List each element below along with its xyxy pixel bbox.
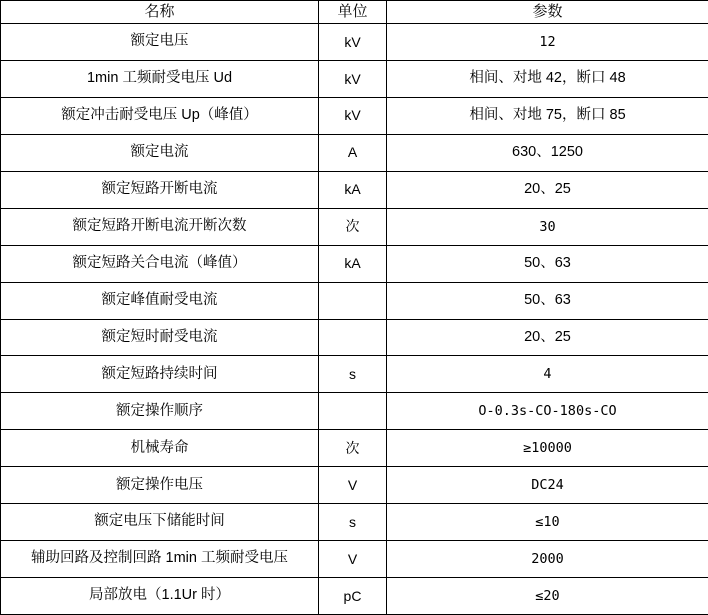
cell-unit: kA bbox=[319, 245, 387, 282]
cell-name: 额定短路开断电流开断次数 bbox=[1, 208, 319, 245]
table-row bbox=[1, 171, 708, 208]
cell-unit: kV bbox=[319, 24, 387, 61]
column-header-name: 名称 bbox=[1, 1, 319, 24]
cell-parameter: 30 bbox=[387, 208, 708, 245]
table-row bbox=[1, 356, 708, 393]
cell-unit: s bbox=[319, 356, 387, 393]
cell-unit: kV bbox=[319, 97, 387, 134]
cell-parameter: 50、63 bbox=[387, 282, 708, 319]
cell-parameter: 相间、对地 75，断口 85 bbox=[387, 97, 708, 134]
cell-name: 1min 工频耐受电压 Ud bbox=[1, 60, 319, 97]
cell-name: 额定短时耐受电流 bbox=[1, 319, 319, 356]
cell-name: 额定短路持续时间 bbox=[1, 356, 319, 393]
cell-parameter: 2000 bbox=[387, 541, 708, 578]
cell-name: 额定冲击耐受电压 Up（峰值） bbox=[1, 97, 319, 134]
cell-parameter: 20、25 bbox=[387, 319, 708, 356]
cell-unit: 次 bbox=[319, 430, 387, 467]
table-row bbox=[1, 60, 708, 97]
cell-parameter: ≥10000 bbox=[387, 430, 708, 467]
table-row bbox=[1, 393, 708, 430]
table-body bbox=[1, 24, 708, 615]
table-row bbox=[1, 319, 708, 356]
table-row bbox=[1, 134, 708, 171]
table-row bbox=[1, 208, 708, 245]
column-header-parameter: 参数 bbox=[387, 1, 708, 24]
cell-name: 额定电压下储能时间 bbox=[1, 504, 319, 541]
cell-name: 局部放电（1.1Ur 时） bbox=[1, 578, 319, 615]
cell-unit: kA bbox=[319, 171, 387, 208]
table-header-row bbox=[1, 1, 708, 24]
cell-parameter: 12 bbox=[387, 24, 708, 61]
cell-unit: V bbox=[319, 467, 387, 504]
table-row bbox=[1, 97, 708, 134]
cell-unit bbox=[319, 393, 387, 430]
cell-unit: s bbox=[319, 504, 387, 541]
cell-parameter: DC24 bbox=[387, 467, 708, 504]
cell-name: 机械寿命 bbox=[1, 430, 319, 467]
cell-unit: V bbox=[319, 541, 387, 578]
table-row bbox=[1, 504, 708, 541]
table-row bbox=[1, 578, 708, 615]
cell-parameter: 4 bbox=[387, 356, 708, 393]
table-row bbox=[1, 541, 708, 578]
cell-name: 额定电压 bbox=[1, 24, 319, 61]
table-row bbox=[1, 430, 708, 467]
cell-parameter: 20、25 bbox=[387, 171, 708, 208]
cell-unit bbox=[319, 282, 387, 319]
cell-unit: 次 bbox=[319, 208, 387, 245]
cell-name: 额定电流 bbox=[1, 134, 319, 171]
cell-name: 额定短路开断电流 bbox=[1, 171, 319, 208]
cell-name: 额定峰值耐受电流 bbox=[1, 282, 319, 319]
table-row bbox=[1, 282, 708, 319]
cell-unit: pC bbox=[319, 578, 387, 615]
table-row bbox=[1, 467, 708, 504]
cell-unit: kV bbox=[319, 60, 387, 97]
table-header bbox=[1, 1, 708, 24]
cell-parameter: ≤10 bbox=[387, 504, 708, 541]
cell-parameter: 50、63 bbox=[387, 245, 708, 282]
table-row bbox=[1, 245, 708, 282]
column-header-unit: 单位 bbox=[319, 1, 387, 24]
cell-unit bbox=[319, 319, 387, 356]
cell-parameter: 相间、对地 42，断口 48 bbox=[387, 60, 708, 97]
cell-parameter: ≤20 bbox=[387, 578, 708, 615]
table-row bbox=[1, 24, 708, 61]
cell-unit: A bbox=[319, 134, 387, 171]
cell-name: 额定短路关合电流（峰值） bbox=[1, 245, 319, 282]
cell-parameter: 630、1250 bbox=[387, 134, 708, 171]
cell-parameter: O-0.3s-CO-180s-CO bbox=[387, 393, 708, 430]
cell-name: 辅助回路及控制回路 1min 工频耐受电压 bbox=[1, 541, 319, 578]
cell-name: 额定操作顺序 bbox=[1, 393, 319, 430]
cell-name: 额定操作电压 bbox=[1, 467, 319, 504]
